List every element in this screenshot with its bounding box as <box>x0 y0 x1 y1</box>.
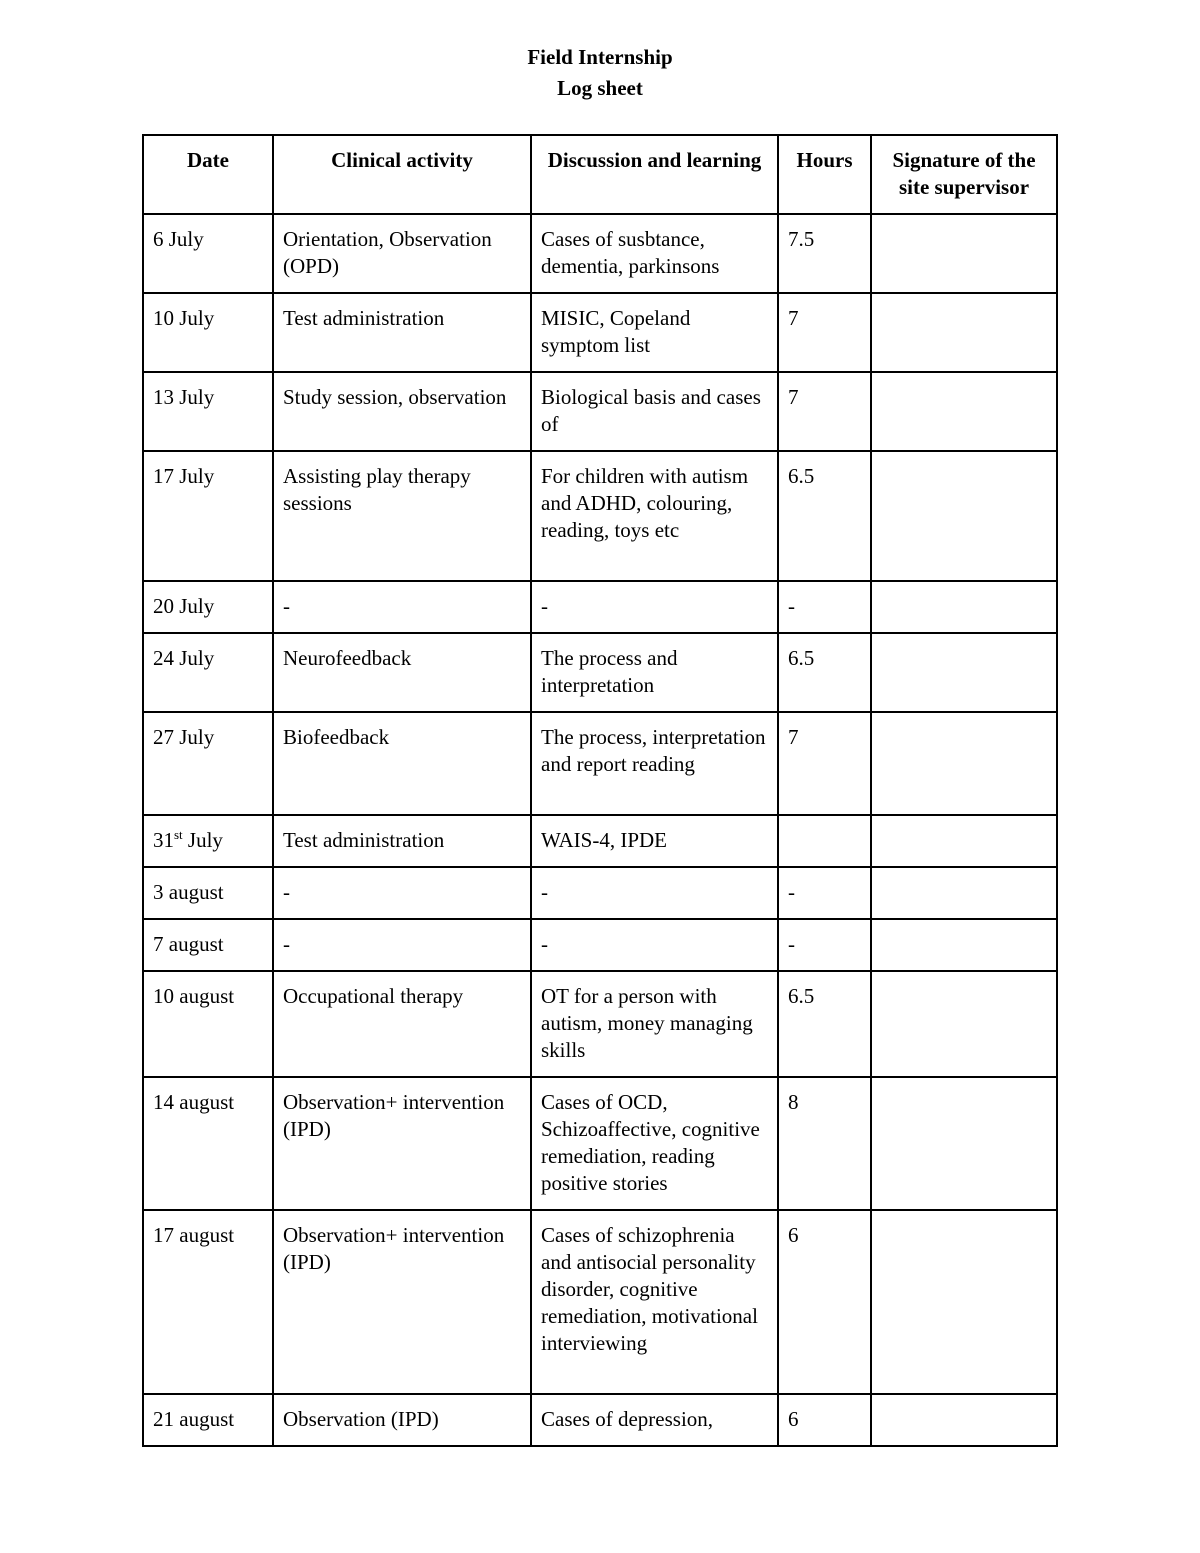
cell-hours <box>778 1394 871 1446</box>
cell-discussion-learning-text: - <box>541 880 548 904</box>
date-text: 7 august <box>153 932 224 956</box>
cell-hours-text: 7.5 <box>788 227 815 251</box>
cell-clinical-activity-text: - <box>283 880 290 904</box>
cell-discussion-learning-text: OT for a person with autism, money managing skills <box>541 984 753 1062</box>
date-text: 20 July <box>153 594 215 618</box>
table-row <box>143 1210 1057 1394</box>
cell-clinical-activity <box>273 1077 531 1210</box>
cell-hours-text: - <box>788 880 795 904</box>
cell-hours <box>778 293 871 372</box>
cell-discussion-learning-text: - <box>541 932 548 956</box>
cell-discussion-learning-text: The process and interpretation <box>541 646 678 697</box>
cell-clinical-activity <box>273 293 531 372</box>
cell-discussion-learning <box>531 1077 778 1210</box>
table-row <box>143 1394 1057 1446</box>
cell-clinical-activity-text: Orientation, Observation (OPD) <box>283 227 492 278</box>
cell-hours-text: - <box>788 594 795 618</box>
date-ordinal-suffix: st <box>174 827 183 842</box>
date-text: 27 July <box>153 725 215 749</box>
cell-discussion-learning <box>531 214 778 293</box>
cell-date <box>143 1394 273 1446</box>
cell-signature <box>871 451 1057 581</box>
cell-discussion-learning <box>531 919 778 971</box>
cell-signature <box>871 1077 1057 1210</box>
cell-date <box>143 971 273 1077</box>
cell-discussion-learning <box>531 971 778 1077</box>
cell-hours-text: - <box>788 932 795 956</box>
cell-hours <box>778 919 871 971</box>
cell-hours <box>778 214 871 293</box>
cell-discussion-learning-text: Cases of OCD, Schizoaffective, cognitive remediation, reading positive stories <box>541 1090 760 1195</box>
cell-hours-text: 6 <box>788 1407 799 1431</box>
cell-discussion-learning-text: Biological basis and cases of <box>541 385 761 436</box>
cell-clinical-activity <box>273 712 531 815</box>
table-row <box>143 372 1057 451</box>
cell-discussion-learning <box>531 293 778 372</box>
cell-hours-text: 8 <box>788 1090 799 1114</box>
cell-clinical-activity <box>273 451 531 581</box>
cell-clinical-activity <box>273 581 531 633</box>
cell-hours <box>778 815 871 867</box>
document-subtitle: Log sheet <box>557 76 643 100</box>
cell-clinical-activity-text: Occupational therapy <box>283 984 464 1008</box>
cell-hours-text: 6 <box>788 1223 799 1247</box>
cell-date <box>143 214 273 293</box>
cell-date <box>143 712 273 815</box>
table-row <box>143 214 1057 293</box>
date-text: 24 July <box>153 646 215 670</box>
cell-clinical-activity <box>273 971 531 1077</box>
cell-date <box>143 815 273 867</box>
cell-discussion-learning-text: Cases of susbtance, dementia, parkinsons <box>541 227 720 278</box>
cell-hours-text: 7 <box>788 725 799 749</box>
date-text: 13 July <box>153 385 215 409</box>
table-row <box>143 581 1057 633</box>
cell-discussion-learning-text: For children with autism and ADHD, colouring, reading, toys etc <box>541 464 749 542</box>
cell-signature <box>871 971 1057 1077</box>
cell-clinical-activity <box>273 214 531 293</box>
document-title: Field Internship <box>527 45 673 69</box>
cell-clinical-activity <box>273 815 531 867</box>
cell-discussion-learning-text: Cases of depression, <box>541 1407 714 1431</box>
header-date: Date <box>143 135 273 214</box>
cell-discussion-learning <box>531 867 778 919</box>
date-text: 31 <box>153 828 174 852</box>
cell-clinical-activity-text: Observation (IPD) <box>283 1407 439 1431</box>
cell-clinical-activity-text: Assisting play therapy sessions <box>283 464 471 515</box>
cell-discussion-learning <box>531 1394 778 1446</box>
cell-hours-text: 6.5 <box>788 646 815 670</box>
header-discussion-learning: Discussion and learning <box>531 135 778 214</box>
cell-discussion-learning <box>531 712 778 815</box>
cell-discussion-learning-text: Cases of schizophrenia and antisocial personality disorder, cognitive remediation, motivational interviewing <box>541 1223 758 1355</box>
cell-date <box>143 581 273 633</box>
date-text: 3 august <box>153 880 224 904</box>
cell-date <box>143 919 273 971</box>
header-hours: Hours <box>778 135 871 214</box>
table-row <box>143 815 1057 867</box>
cell-signature <box>871 919 1057 971</box>
table-row <box>143 293 1057 372</box>
cell-date <box>143 867 273 919</box>
cell-hours <box>778 451 871 581</box>
cell-discussion-learning <box>531 815 778 867</box>
date-month: July <box>182 828 223 852</box>
cell-signature <box>871 1210 1057 1394</box>
date-text: 21 august <box>153 1407 235 1431</box>
cell-clinical-activity-text: Test administration <box>283 306 445 330</box>
cell-discussion-learning <box>531 633 778 712</box>
date-text: 6 July <box>153 227 204 251</box>
table-row <box>143 1077 1057 1210</box>
table-row <box>143 451 1057 581</box>
cell-clinical-activity <box>273 1394 531 1446</box>
cell-discussion-learning-text: - <box>541 594 548 618</box>
cell-discussion-learning-text: The process, interpretation and report reading <box>541 725 766 776</box>
cell-signature <box>871 372 1057 451</box>
cell-discussion-learning <box>531 372 778 451</box>
table-row <box>143 919 1057 971</box>
table-row <box>143 867 1057 919</box>
cell-discussion-learning-text: MISIC, Copeland symptom list <box>541 306 691 357</box>
date-text: 10 august <box>153 984 235 1008</box>
cell-hours <box>778 867 871 919</box>
cell-hours-text: 6.5 <box>788 984 815 1008</box>
cell-hours <box>778 633 871 712</box>
table-row <box>143 633 1057 712</box>
date-text: 10 July <box>153 306 215 330</box>
cell-hours-text: 7 <box>788 385 799 409</box>
cell-date <box>143 1210 273 1394</box>
cell-clinical-activity <box>273 919 531 971</box>
table-header-row <box>143 135 1057 214</box>
cell-discussion-learning <box>531 1210 778 1394</box>
cell-date <box>143 293 273 372</box>
cell-hours <box>778 971 871 1077</box>
cell-clinical-activity-text: - <box>283 594 290 618</box>
cell-signature <box>871 214 1057 293</box>
cell-hours <box>778 581 871 633</box>
cell-hours-text: 6.5 <box>788 464 815 488</box>
cell-clinical-activity <box>273 1210 531 1394</box>
date-text: 17 July <box>153 464 215 488</box>
cell-discussion-learning-text: WAIS-4, IPDE <box>541 828 667 852</box>
cell-hours <box>778 1210 871 1394</box>
cell-hours <box>778 1077 871 1210</box>
cell-clinical-activity-text: Test administration <box>283 828 445 852</box>
cell-signature <box>871 1394 1057 1446</box>
cell-clinical-activity-text: Observation+ intervention (IPD) <box>283 1223 505 1274</box>
cell-hours <box>778 372 871 451</box>
cell-signature <box>871 581 1057 633</box>
table-row <box>143 712 1057 815</box>
table-row <box>143 971 1057 1077</box>
date-text: 14 august <box>153 1090 235 1114</box>
cell-hours-text: 7 <box>788 306 799 330</box>
cell-date <box>143 372 273 451</box>
document-header <box>0 42 1200 104</box>
cell-hours <box>778 712 871 815</box>
cell-clinical-activity-text: Study session, observation <box>283 385 507 409</box>
cell-clinical-activity-text: Neurofeedback <box>283 646 412 670</box>
header-signature: Signature of the site supervisor <box>871 135 1057 214</box>
cell-signature <box>871 815 1057 867</box>
cell-clinical-activity <box>273 867 531 919</box>
cell-date <box>143 1077 273 1210</box>
cell-signature <box>871 293 1057 372</box>
cell-clinical-activity <box>273 372 531 451</box>
cell-clinical-activity <box>273 633 531 712</box>
cell-signature <box>871 712 1057 815</box>
cell-clinical-activity-text: Observation+ intervention (IPD) <box>283 1090 505 1141</box>
log-table-body <box>143 214 1057 1446</box>
log-table <box>142 134 1058 1447</box>
header-clinical-activity: Clinical activity <box>273 135 531 214</box>
cell-clinical-activity-text: - <box>283 932 290 956</box>
cell-discussion-learning <box>531 581 778 633</box>
cell-discussion-learning <box>531 451 778 581</box>
cell-signature <box>871 633 1057 712</box>
cell-date <box>143 633 273 712</box>
cell-clinical-activity-text: Biofeedback <box>283 725 390 749</box>
cell-signature <box>871 867 1057 919</box>
date-text: 17 august <box>153 1223 235 1247</box>
cell-date <box>143 451 273 581</box>
